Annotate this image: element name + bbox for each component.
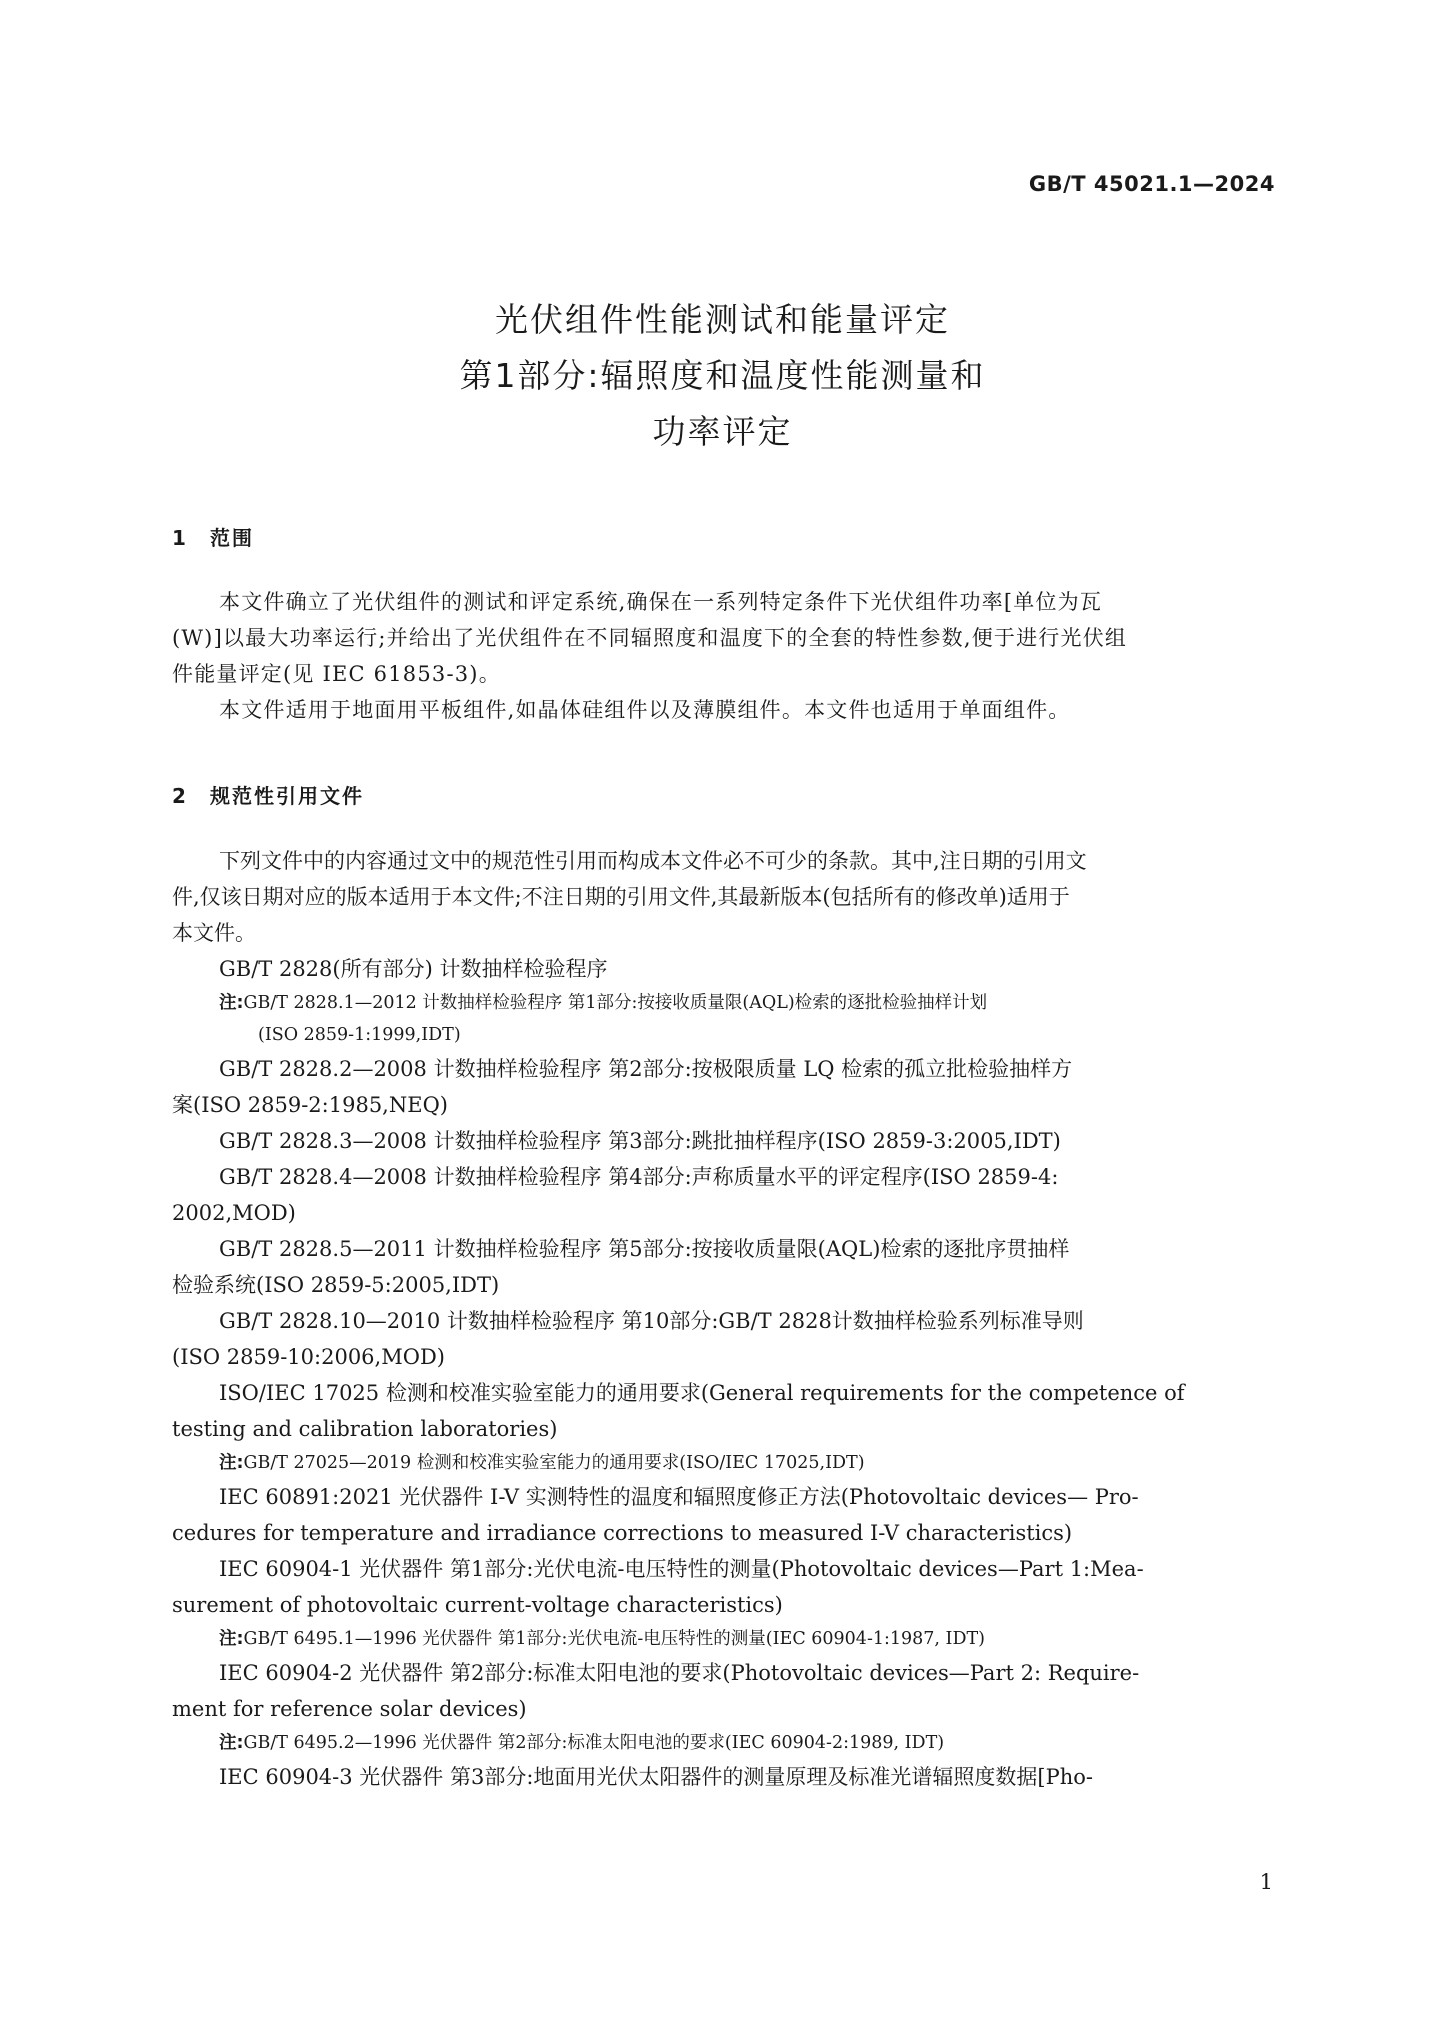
- reference-entry: IEC 60904-3 光伏器件 第3部分:地面用光伏太阳器件的测量原理及标准光谱辐照度数据[Pho-: [219, 1765, 1093, 1789]
- reference-entry: IEC 60904-1 光伏器件 第1部分:光伏电流-电压特性的测量(Photovoltaic devices—Part 1:Mea-: [219, 1557, 1144, 1581]
- document-title: [0, 292, 1445, 460]
- section-number: 1: [172, 526, 188, 550]
- title-line-3: 功率评定: [652, 412, 793, 451]
- reference-entry-cont: testing and calibration laboratories): [172, 1417, 558, 1441]
- text-line: 件,仅该日期对应的版本适用于本文件;不注日期的引用文件,其最新版本(包括所有的修改单)适用于: [172, 885, 1070, 909]
- reference-entry: GB/T 2828.4—2008 计数抽样检验程序 第4部分:声称质量水平的评定程序(ISO 2859-4:: [219, 1165, 1059, 1189]
- reference-entry: GB/T 2828.2—2008 计数抽样检验程序 第2部分:按极限质量 LQ 检索的孤立批检验抽样方: [219, 1057, 1073, 1081]
- standard-code: GB/T 45021.1—2024: [1028, 172, 1275, 196]
- text-line: 本文件确立了光伏组件的测试和评定系统,确保在一系列特定条件下光伏组件功率[单位为瓦: [219, 590, 1103, 614]
- reference-entry-cont: 2002,MOD): [172, 1201, 296, 1225]
- section-heading-scope: [172, 522, 254, 551]
- page-number: 1: [1259, 1870, 1273, 1894]
- reference-entry: GB/T 2828(所有部分) 计数抽样检验程序: [219, 957, 608, 981]
- reference-entry-cont: cedures for temperature and irradiance corrections to measured I-V characteristics): [172, 1521, 1073, 1545]
- reference-entry: ISO/IEC 17025 检测和校准实验室能力的通用要求(General requirements for the competence of: [219, 1381, 1185, 1405]
- title-line-1: 光伏组件性能测试和能量评定: [495, 300, 950, 339]
- note-label: 注:: [219, 1453, 244, 1473]
- note-text: GB/T 6495.1—1996 光伏器件 第1部分:光伏电流-电压特性的测量(IEC 60904-1:1987, IDT): [243, 1629, 985, 1649]
- text-line: 本文件适用于地面用平板组件,如晶体硅组件以及薄膜组件。本文件也适用于单面组件。: [219, 698, 1071, 722]
- note-line: [172, 1447, 1272, 1479]
- note-line: [172, 987, 1272, 1019]
- reference-entry-cont: surement of photovoltaic current-voltage characteristics): [172, 1593, 783, 1617]
- reference-entry-cont: 案(ISO 2859-2:1985,NEQ): [172, 1093, 448, 1117]
- reference-entry: GB/T 2828.10—2010 计数抽样检验程序 第10部分:GB/T 2828计数抽样检验系列标准导则: [219, 1309, 1084, 1333]
- reference-entry: GB/T 2828.5—2011 计数抽样检验程序 第5部分:按接收质量限(AQL)检索的逐批序贯抽样: [219, 1237, 1070, 1261]
- scope-paragraph: [172, 584, 1272, 728]
- note-label: 注:: [219, 993, 244, 1013]
- note-label: 注:: [219, 1629, 244, 1649]
- text-line: (W)]以最大功率运行;并给出了光伏组件在不同辐照度和温度下的全套的特性参数,便于进行光伏组: [172, 626, 1128, 650]
- note-line: [172, 1623, 1272, 1655]
- text-line: 下列文件中的内容通过文中的规范性引用而构成本文件必不可少的条款。其中,注日期的引用文: [219, 849, 1087, 873]
- reference-entry: GB/T 2828.3—2008 计数抽样检验程序 第3部分:跳批抽样程序(ISO 2859-3:2005,IDT): [219, 1129, 1061, 1153]
- note-text: GB/T 27025—2019 检测和校准实验室能力的通用要求(ISO/IEC 17025,IDT): [243, 1453, 865, 1473]
- section-heading-normative-references: [172, 780, 364, 809]
- reference-entry-cont: (ISO 2859-10:2006,MOD): [172, 1345, 445, 1369]
- text-line: 件能量评定(见 IEC 61853-3)。: [172, 662, 501, 686]
- section-title: 范围: [210, 526, 254, 550]
- note-text: GB/T 2828.1—2012 计数抽样检验程序 第1部分:按接收质量限(AQL)检索的逐批检验抽样计划: [243, 993, 988, 1013]
- section-title: 规范性引用文件: [210, 784, 364, 808]
- text-line: 本文件。: [172, 921, 256, 945]
- references-body: [172, 843, 1272, 1795]
- reference-entry: IEC 60891:2021 光伏器件 I-V 实测特性的温度和辐照度修正方法(Photovoltaic devices— Pro-: [219, 1485, 1139, 1509]
- reference-entry-cont: 检验系统(ISO 2859-5:2005,IDT): [172, 1273, 500, 1297]
- reference-entry: IEC 60904-2 光伏器件 第2部分:标准太阳电池的要求(Photovoltaic devices—Part 2: Require-: [219, 1661, 1140, 1685]
- reference-entry-cont: ment for reference solar devices): [172, 1697, 527, 1721]
- note-line: [172, 1727, 1272, 1759]
- note-label: 注:: [219, 1733, 244, 1753]
- title-line-2: 第1部分:辐照度和温度性能测量和: [459, 356, 986, 395]
- note-line: (ISO 2859-1:1999,IDT): [258, 1025, 461, 1045]
- section-number: 2: [172, 784, 188, 808]
- note-text: GB/T 6495.2—1996 光伏器件 第2部分:标准太阳电池的要求(IEC 60904-2:1989, IDT): [243, 1733, 945, 1753]
